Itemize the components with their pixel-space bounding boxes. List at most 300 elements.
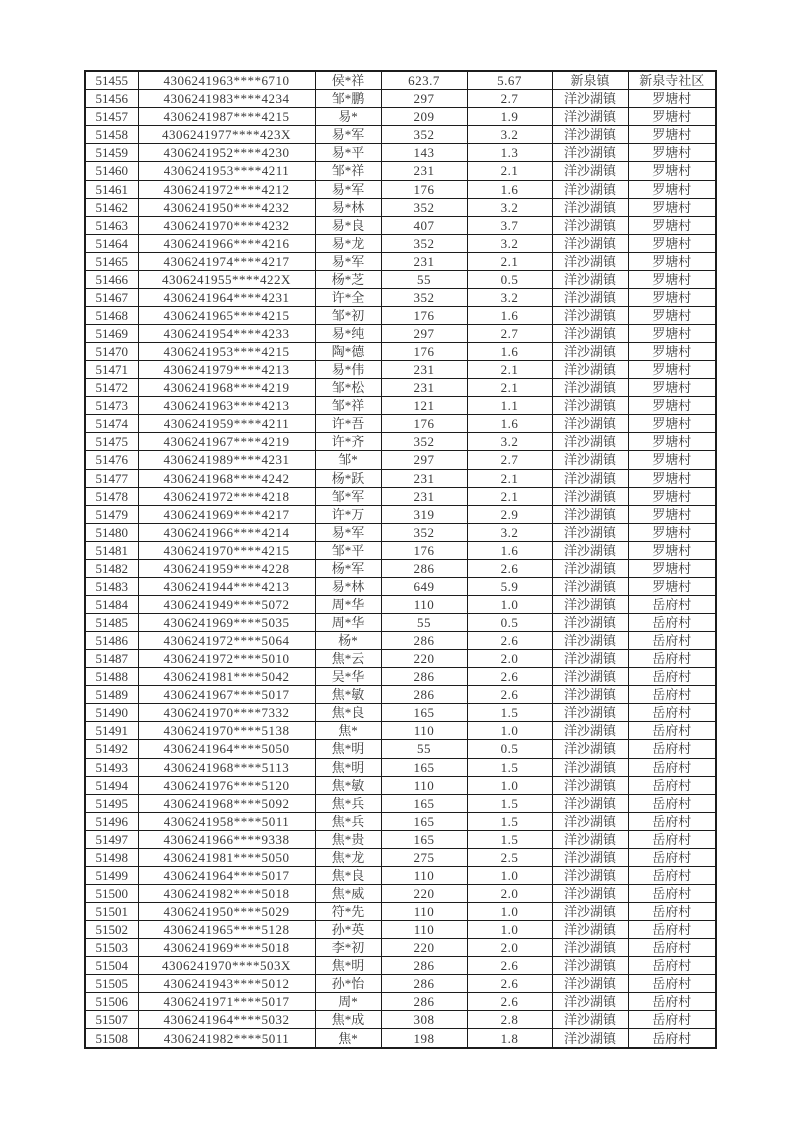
cell-area: 2.7: [467, 451, 552, 469]
cell-town: 洋沙湖镇: [552, 198, 628, 216]
cell-amount: 55: [381, 740, 467, 758]
table-row: [85, 903, 716, 921]
cell-town: 洋沙湖镇: [552, 541, 628, 559]
cell-amount: 297: [381, 90, 467, 108]
cell-town: 洋沙湖镇: [552, 162, 628, 180]
cell-masked-id: 4306241968****4242: [138, 469, 315, 487]
cell-town: 洋沙湖镇: [552, 1011, 628, 1029]
cell-masked-name: 焦*敏: [315, 776, 381, 794]
cell-masked-id: 4306241976****5120: [138, 776, 315, 794]
cell-town: 洋沙湖镇: [552, 415, 628, 433]
cell-area: 3.2: [467, 433, 552, 451]
cell-masked-id: 4306241971****5017: [138, 993, 315, 1011]
cell-area: 5.9: [467, 577, 552, 595]
cell-town: 洋沙湖镇: [552, 1029, 628, 1048]
cell-amount: 286: [381, 957, 467, 975]
cell-masked-id: 4306241964****4231: [138, 288, 315, 306]
cell-village: 罗塘村: [628, 162, 716, 180]
cell-village: 岳府村: [628, 740, 716, 758]
cell-serial-number: 51493: [85, 758, 138, 776]
table-row: [85, 957, 716, 975]
cell-village: 罗塘村: [628, 126, 716, 144]
cell-town: 洋沙湖镇: [552, 595, 628, 613]
cell-masked-name: 易*平: [315, 144, 381, 162]
cell-serial-number: 51458: [85, 126, 138, 144]
cell-area: 2.9: [467, 505, 552, 523]
cell-serial-number: 51457: [85, 108, 138, 126]
cell-village: 罗塘村: [628, 559, 716, 577]
cell-serial-number: 51506: [85, 993, 138, 1011]
cell-area: 1.6: [467, 180, 552, 198]
cell-masked-id: 4306241963****6710: [138, 71, 315, 90]
cell-masked-name: 李*初: [315, 939, 381, 957]
cell-amount: 286: [381, 668, 467, 686]
cell-area: 1.0: [467, 722, 552, 740]
cell-amount: 286: [381, 686, 467, 704]
cell-village: 岳府村: [628, 704, 716, 722]
cell-town: 洋沙湖镇: [552, 614, 628, 632]
cell-amount: 209: [381, 108, 467, 126]
cell-serial-number: 51471: [85, 361, 138, 379]
cell-masked-name: 易*良: [315, 216, 381, 234]
cell-masked-name: 邹*初: [315, 306, 381, 324]
cell-masked-id: 4306241953****4215: [138, 343, 315, 361]
cell-masked-name: 杨*: [315, 632, 381, 650]
cell-masked-id: 4306241964****5050: [138, 740, 315, 758]
table-row: [85, 559, 716, 577]
cell-area: 2.1: [467, 361, 552, 379]
cell-masked-name: 周*: [315, 993, 381, 1011]
cell-serial-number: 51499: [85, 866, 138, 884]
cell-village: 罗塘村: [628, 451, 716, 469]
cell-amount: 352: [381, 126, 467, 144]
cell-village: 罗塘村: [628, 288, 716, 306]
cell-masked-name: 焦*威: [315, 884, 381, 902]
cell-town: 洋沙湖镇: [552, 180, 628, 198]
cell-amount: 165: [381, 830, 467, 848]
table-row: [85, 993, 716, 1011]
cell-serial-number: 51505: [85, 975, 138, 993]
cell-area: 1.0: [467, 595, 552, 613]
cell-masked-id: 4306241966****4214: [138, 523, 315, 541]
cell-town: 洋沙湖镇: [552, 487, 628, 505]
cell-town: 洋沙湖镇: [552, 812, 628, 830]
cell-amount: 231: [381, 379, 467, 397]
table-row: [85, 397, 716, 415]
cell-town: 洋沙湖镇: [552, 848, 628, 866]
cell-masked-name: 易*: [315, 108, 381, 126]
cell-serial-number: 51456: [85, 90, 138, 108]
cell-area: 2.6: [467, 632, 552, 650]
cell-masked-id: 4306241959****4211: [138, 415, 315, 433]
cell-area: 1.9: [467, 108, 552, 126]
cell-town: 洋沙湖镇: [552, 830, 628, 848]
cell-area: 2.6: [467, 975, 552, 993]
cell-masked-id: 4306241943****5012: [138, 975, 315, 993]
cell-town: 洋沙湖镇: [552, 306, 628, 324]
cell-village: 罗塘村: [628, 541, 716, 559]
cell-masked-name: 陶*德: [315, 343, 381, 361]
cell-area: 1.1: [467, 397, 552, 415]
cell-amount: 286: [381, 632, 467, 650]
cell-masked-id: 4306241968****5113: [138, 758, 315, 776]
cell-area: 3.2: [467, 234, 552, 252]
cell-serial-number: 51473: [85, 397, 138, 415]
cell-masked-name: 易*军: [315, 523, 381, 541]
table-row: [85, 614, 716, 632]
table-row: [85, 252, 716, 270]
cell-masked-name: 周*华: [315, 595, 381, 613]
cell-masked-id: 4306241968****4219: [138, 379, 315, 397]
cell-village: 岳府村: [628, 993, 716, 1011]
cell-serial-number: 51482: [85, 559, 138, 577]
cell-town: 洋沙湖镇: [552, 234, 628, 252]
table-row: [85, 505, 716, 523]
cell-village: 岳府村: [628, 722, 716, 740]
cell-village: 罗塘村: [628, 216, 716, 234]
cell-masked-name: 杨*芝: [315, 270, 381, 288]
cell-town: 洋沙湖镇: [552, 722, 628, 740]
cell-village: 新泉寺社区: [628, 71, 716, 90]
cell-masked-id: 4306241959****4228: [138, 559, 315, 577]
cell-amount: 110: [381, 776, 467, 794]
cell-masked-id: 4306241964****5017: [138, 866, 315, 884]
cell-area: 1.0: [467, 776, 552, 794]
cell-serial-number: 51466: [85, 270, 138, 288]
table-row: [85, 126, 716, 144]
cell-serial-number: 51489: [85, 686, 138, 704]
cell-masked-id: 4306241977****423X: [138, 126, 315, 144]
cell-serial-number: 51474: [85, 415, 138, 433]
cell-amount: 110: [381, 722, 467, 740]
cell-village: 罗塘村: [628, 325, 716, 343]
table-row: [85, 812, 716, 830]
cell-area: 1.6: [467, 415, 552, 433]
cell-town: 洋沙湖镇: [552, 866, 628, 884]
cell-masked-id: 4306241972****5010: [138, 650, 315, 668]
cell-village: 罗塘村: [628, 379, 716, 397]
cell-town: 洋沙湖镇: [552, 325, 628, 343]
cell-town: 洋沙湖镇: [552, 776, 628, 794]
cell-town: 洋沙湖镇: [552, 975, 628, 993]
cell-village: 罗塘村: [628, 577, 716, 595]
cell-area: 0.5: [467, 740, 552, 758]
table-row: [85, 668, 716, 686]
cell-town: 洋沙湖镇: [552, 469, 628, 487]
table-row: [85, 325, 716, 343]
cell-amount: 352: [381, 198, 467, 216]
cell-masked-name: 焦*明: [315, 740, 381, 758]
cell-masked-name: 焦*: [315, 722, 381, 740]
cell-village: 岳府村: [628, 848, 716, 866]
cell-masked-id: 4306241969****5018: [138, 939, 315, 957]
cell-village: 岳府村: [628, 957, 716, 975]
cell-area: 5.67: [467, 71, 552, 90]
cell-village: 岳府村: [628, 884, 716, 902]
cell-masked-id: 4306241967****5017: [138, 686, 315, 704]
cell-masked-name: 易*伟: [315, 361, 381, 379]
cell-amount: 231: [381, 487, 467, 505]
cell-area: 3.2: [467, 126, 552, 144]
cell-town: 洋沙湖镇: [552, 451, 628, 469]
cell-serial-number: 51492: [85, 740, 138, 758]
cell-amount: 231: [381, 361, 467, 379]
cell-masked-id: 4306241963****4213: [138, 397, 315, 415]
cell-serial-number: 51503: [85, 939, 138, 957]
table-row: [85, 361, 716, 379]
cell-area: 1.5: [467, 830, 552, 848]
table-row: [85, 379, 716, 397]
cell-masked-name: 易*军: [315, 180, 381, 198]
cell-village: 岳府村: [628, 866, 716, 884]
cell-town: 洋沙湖镇: [552, 993, 628, 1011]
cell-serial-number: 51463: [85, 216, 138, 234]
cell-village: 罗塘村: [628, 180, 716, 198]
cell-serial-number: 51480: [85, 523, 138, 541]
cell-masked-id: 4306241969****4217: [138, 505, 315, 523]
cell-area: 1.6: [467, 306, 552, 324]
cell-town: 洋沙湖镇: [552, 433, 628, 451]
cell-masked-id: 4306241972****4218: [138, 487, 315, 505]
cell-amount: 231: [381, 252, 467, 270]
cell-village: 岳府村: [628, 1011, 716, 1029]
table-row: [85, 71, 716, 90]
cell-town: 洋沙湖镇: [552, 108, 628, 126]
cell-area: 2.0: [467, 650, 552, 668]
cell-masked-id: 4306241966****9338: [138, 830, 315, 848]
cell-masked-id: 4306241955****422X: [138, 270, 315, 288]
cell-area: 2.0: [467, 884, 552, 902]
cell-area: 3.2: [467, 523, 552, 541]
cell-village: 罗塘村: [628, 415, 716, 433]
cell-serial-number: 51464: [85, 234, 138, 252]
cell-town: 洋沙湖镇: [552, 270, 628, 288]
cell-serial-number: 51455: [85, 71, 138, 90]
cell-town: 洋沙湖镇: [552, 794, 628, 812]
cell-amount: 110: [381, 921, 467, 939]
cell-masked-name: 焦*兵: [315, 794, 381, 812]
cell-area: 1.0: [467, 903, 552, 921]
cell-village: 岳府村: [628, 758, 716, 776]
cell-town: 洋沙湖镇: [552, 632, 628, 650]
cell-masked-id: 4306241969****5035: [138, 614, 315, 632]
cell-masked-name: 焦*兵: [315, 812, 381, 830]
table-row: [85, 216, 716, 234]
cell-area: 1.0: [467, 921, 552, 939]
cell-town: 洋沙湖镇: [552, 288, 628, 306]
cell-masked-id: 4306241965****5128: [138, 921, 315, 939]
cell-village: 岳府村: [628, 812, 716, 830]
cell-area: 2.1: [467, 162, 552, 180]
cell-area: 1.6: [467, 343, 552, 361]
cell-town: 新泉镇: [552, 71, 628, 90]
cell-masked-id: 4306241949****5072: [138, 595, 315, 613]
table-row: [85, 830, 716, 848]
cell-amount: 352: [381, 523, 467, 541]
cell-amount: 176: [381, 180, 467, 198]
cell-masked-name: 许*全: [315, 288, 381, 306]
cell-masked-name: 孙*英: [315, 921, 381, 939]
table-row: [85, 487, 716, 505]
cell-masked-id: 4306241966****4216: [138, 234, 315, 252]
cell-area: 3.2: [467, 288, 552, 306]
cell-amount: 297: [381, 325, 467, 343]
table-row: [85, 577, 716, 595]
cell-village: 岳府村: [628, 668, 716, 686]
cell-village: 岳府村: [628, 921, 716, 939]
cell-amount: 649: [381, 577, 467, 595]
cell-amount: 165: [381, 794, 467, 812]
cell-masked-name: 许*万: [315, 505, 381, 523]
cell-masked-id: 4306241950****4232: [138, 198, 315, 216]
table-row: [85, 306, 716, 324]
cell-amount: 297: [381, 451, 467, 469]
cell-amount: 231: [381, 162, 467, 180]
cell-area: 2.6: [467, 957, 552, 975]
cell-area: 2.0: [467, 939, 552, 957]
cell-masked-id: 4306241982****5011: [138, 1029, 315, 1048]
cell-village: 岳府村: [628, 1029, 716, 1048]
cell-village: 岳府村: [628, 939, 716, 957]
cell-town: 洋沙湖镇: [552, 884, 628, 902]
cell-amount: 176: [381, 415, 467, 433]
table-row: [85, 650, 716, 668]
cell-amount: 352: [381, 433, 467, 451]
table-row: [85, 866, 716, 884]
cell-town: 洋沙湖镇: [552, 758, 628, 776]
cell-village: 岳府村: [628, 975, 716, 993]
cell-masked-id: 4306241981****5042: [138, 668, 315, 686]
cell-masked-id: 4306241970****4232: [138, 216, 315, 234]
cell-area: 1.6: [467, 541, 552, 559]
cell-serial-number: 51469: [85, 325, 138, 343]
cell-serial-number: 51468: [85, 306, 138, 324]
cell-amount: 110: [381, 595, 467, 613]
cell-serial-number: 51486: [85, 632, 138, 650]
cell-village: 岳府村: [628, 632, 716, 650]
cell-amount: 308: [381, 1011, 467, 1029]
cell-masked-name: 焦*云: [315, 650, 381, 668]
cell-masked-id: 4306241970****503X: [138, 957, 315, 975]
cell-town: 洋沙湖镇: [552, 90, 628, 108]
table-row: [85, 270, 716, 288]
cell-amount: 286: [381, 975, 467, 993]
cell-masked-name: 孙*怡: [315, 975, 381, 993]
table-row: [85, 848, 716, 866]
cell-town: 洋沙湖镇: [552, 397, 628, 415]
cell-village: 罗塘村: [628, 487, 716, 505]
cell-area: 2.1: [467, 469, 552, 487]
cell-serial-number: 51462: [85, 198, 138, 216]
cell-masked-id: 4306241954****4233: [138, 325, 315, 343]
cell-serial-number: 51495: [85, 794, 138, 812]
table-row: [85, 90, 716, 108]
cell-masked-id: 4306241964****5032: [138, 1011, 315, 1029]
cell-masked-name: 侯*祥: [315, 71, 381, 90]
cell-serial-number: 51465: [85, 252, 138, 270]
cell-serial-number: 51507: [85, 1011, 138, 1029]
cell-area: 2.6: [467, 686, 552, 704]
cell-town: 洋沙湖镇: [552, 650, 628, 668]
cell-masked-name: 易*龙: [315, 234, 381, 252]
cell-amount: 352: [381, 234, 467, 252]
cell-serial-number: 51467: [85, 288, 138, 306]
cell-area: 1.0: [467, 866, 552, 884]
table-row: [85, 921, 716, 939]
cell-masked-id: 4306241982****5018: [138, 884, 315, 902]
cell-masked-name: 易*林: [315, 577, 381, 595]
cell-masked-name: 邹*鹏: [315, 90, 381, 108]
table-row: [85, 234, 716, 252]
cell-serial-number: 51461: [85, 180, 138, 198]
table-row: [85, 433, 716, 451]
cell-masked-id: 4306241944****4213: [138, 577, 315, 595]
cell-masked-name: 焦*明: [315, 957, 381, 975]
cell-town: 洋沙湖镇: [552, 523, 628, 541]
cell-town: 洋沙湖镇: [552, 126, 628, 144]
cell-town: 洋沙湖镇: [552, 505, 628, 523]
cell-village: 罗塘村: [628, 144, 716, 162]
table-row: [85, 1029, 716, 1048]
cell-masked-id: 4306241958****5011: [138, 812, 315, 830]
cell-area: 1.3: [467, 144, 552, 162]
cell-amount: 220: [381, 939, 467, 957]
cell-village: 罗塘村: [628, 306, 716, 324]
cell-masked-name: 焦*: [315, 1029, 381, 1048]
cell-amount: 165: [381, 812, 467, 830]
cell-masked-name: 许*吾: [315, 415, 381, 433]
cell-town: 洋沙湖镇: [552, 252, 628, 270]
cell-serial-number: 51460: [85, 162, 138, 180]
table-row: [85, 939, 716, 957]
table-row: [85, 740, 716, 758]
cell-village: 罗塘村: [628, 523, 716, 541]
cell-village: 罗塘村: [628, 90, 716, 108]
table-row: [85, 469, 716, 487]
cell-area: 2.8: [467, 1011, 552, 1029]
cell-masked-id: 4306241979****4213: [138, 361, 315, 379]
cell-amount: 121: [381, 397, 467, 415]
table-row: [85, 415, 716, 433]
cell-masked-name: 易*军: [315, 252, 381, 270]
cell-masked-id: 4306241970****7332: [138, 704, 315, 722]
cell-village: 罗塘村: [628, 252, 716, 270]
table-row: [85, 758, 716, 776]
cell-area: 0.5: [467, 614, 552, 632]
cell-masked-name: 杨*跃: [315, 469, 381, 487]
cell-amount: 176: [381, 306, 467, 324]
cell-area: 2.5: [467, 848, 552, 866]
cell-amount: 275: [381, 848, 467, 866]
cell-serial-number: 51498: [85, 848, 138, 866]
cell-town: 洋沙湖镇: [552, 957, 628, 975]
cell-village: 岳府村: [628, 686, 716, 704]
cell-town: 洋沙湖镇: [552, 903, 628, 921]
cell-serial-number: 51475: [85, 433, 138, 451]
table-row: [85, 162, 716, 180]
cell-town: 洋沙湖镇: [552, 361, 628, 379]
table-row: [85, 722, 716, 740]
cell-masked-id: 4306241972****4212: [138, 180, 315, 198]
cell-masked-id: 4306241974****4217: [138, 252, 315, 270]
cell-village: 罗塘村: [628, 397, 716, 415]
cell-town: 洋沙湖镇: [552, 144, 628, 162]
cell-town: 洋沙湖镇: [552, 921, 628, 939]
table-row: [85, 343, 716, 361]
table-row: [85, 776, 716, 794]
cell-masked-id: 4306241987****4215: [138, 108, 315, 126]
cell-masked-id: 4306241970****5138: [138, 722, 315, 740]
